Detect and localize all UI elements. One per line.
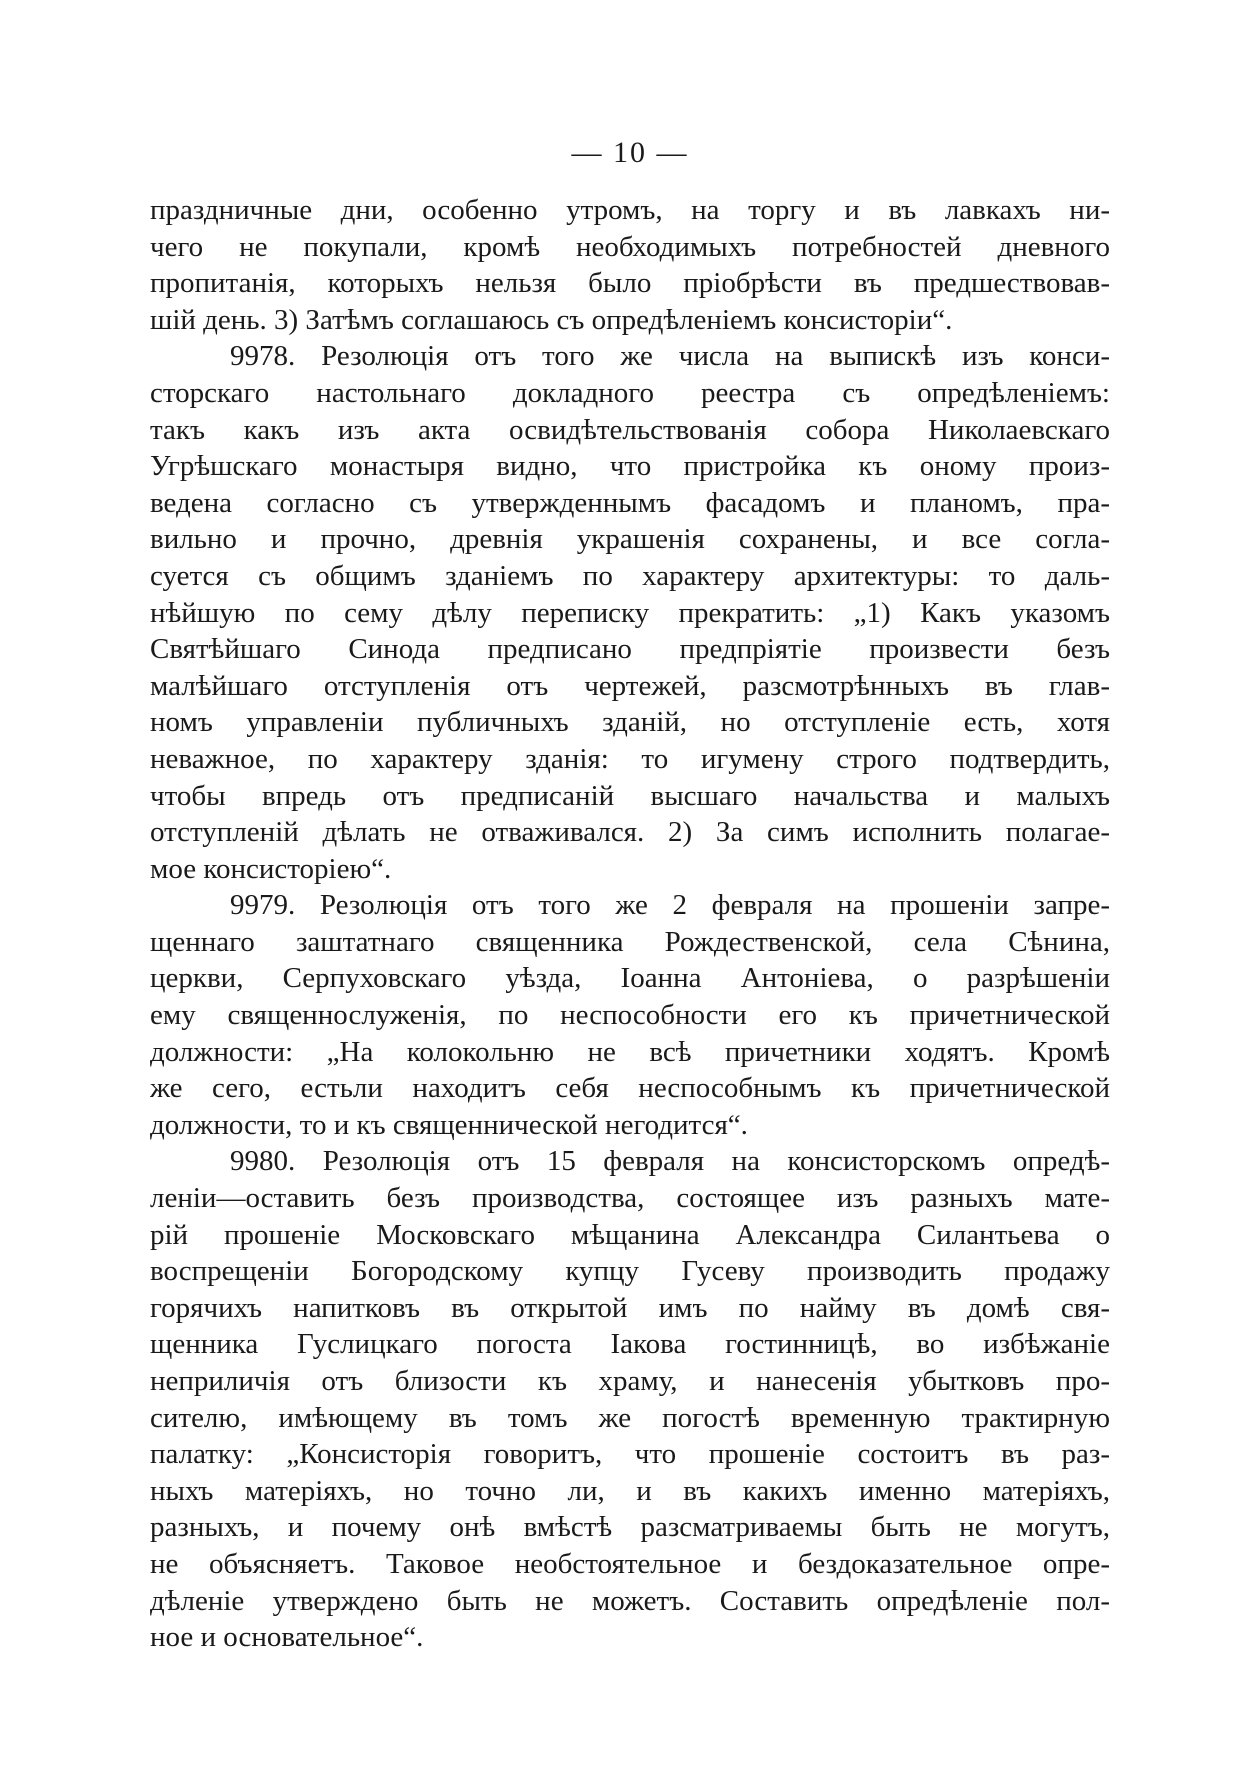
text-line: мое консисторіею“. — [150, 852, 392, 885]
text-line: малѣйшаго отступленія отъ чертежей, разсмотрѣнныхъ въ глав- — [150, 669, 1110, 702]
body-text — [150, 192, 1110, 1656]
text-line: сителю, имѣющему въ томъ же погостѣ временную трактирную — [150, 1401, 1110, 1434]
text-line: чтобы впредь отъ предписаній высшаго начальства и малыхъ — [150, 779, 1110, 812]
text-line: пропитанія, которыхъ нельзя было пріобрѣсти въ предшествовав- — [150, 267, 1110, 300]
text-line: Угрѣшскаго монастыря видно, что пристройка къ оному произ- — [150, 450, 1110, 483]
text-line: леніи—оставить безъ производства, состоящее изъ разныхъ мате- — [150, 1182, 1110, 1215]
text-line: вильно и прочно, древнія украшенія сохранены, и все согла- — [150, 523, 1110, 556]
text-line: 9979. Резолюція отъ того же 2 февраля на прошеніи запре- — [230, 889, 1110, 922]
text-line: шій день. 3) Затѣмъ соглашаюсь съ опредѣленіемъ консисторіи“. — [150, 303, 953, 336]
text-line: же сего, естьли находитъ себя неспособнымъ къ причетнической — [150, 1072, 1110, 1105]
text-line: номъ управленіи публичныхъ зданій, но отступленіе есть, хотя — [150, 706, 1110, 739]
text-line: суется съ общимъ зданіемъ по характеру архитектуры: то даль- — [150, 559, 1110, 592]
text-line: ныхъ матеріяхъ, но точно ли, и въ какихъ именно матеріяхъ, — [150, 1474, 1110, 1507]
text-line: отступленій дѣлать не отваживался. 2) За симъ исполнить полагае- — [150, 816, 1110, 849]
page-number: — 10 — — [571, 136, 689, 169]
text-line: такъ какъ изъ акта освидѣтельствованія собора Николаевскаго — [150, 413, 1110, 446]
text-line: дѣленіе утверждено быть не можетъ. Составить опредѣленіе пол- — [150, 1584, 1110, 1617]
text-line: горячихъ напитковъ въ открытой имъ по найму въ домѣ свя- — [150, 1291, 1110, 1324]
text-line: ему священнослуженія, по неспособности его къ причетнической — [150, 999, 1110, 1032]
document-page — [150, 0, 1110, 1786]
text-line: разныхъ, и почему онѣ вмѣстѣ разсматриваемы быть не могутъ, — [150, 1511, 1110, 1544]
text-line: сторскаго настольнаго докладного реестра съ опредѣленіемъ: — [150, 376, 1110, 409]
text-line: 9978. Резолюція отъ того же числа на выпискѣ изъ конси- — [230, 340, 1110, 373]
text-line: рій прошеніе Московскаго мѣщанина Александра Силантьева о — [150, 1218, 1110, 1251]
text-line: неприличія отъ близости къ храму, и нанесенія убытковъ про- — [150, 1365, 1110, 1397]
text-line: нѣйшую по сему дѣлу переписку прекратить: „1) Какъ указомъ — [150, 596, 1110, 629]
text-line: церкви, Серпуховскаго уѣзда, Іоанна Антоніева, о разрѣшеніи — [150, 962, 1110, 995]
text-line: неважное, по характеру зданія: то игумену строго подтвердить, — [150, 742, 1110, 775]
text-line: должности, то и къ священнической негодится“. — [150, 1108, 748, 1141]
text-line: чего не покупали, кромѣ необходимыхъ потребностей дневного — [150, 230, 1110, 263]
text-line: воспрещеніи Богородскому купцу Гусеву производить продажу — [150, 1255, 1110, 1288]
text-line: палатку: „Консисторія говоритъ, что прошеніе состоитъ въ раз- — [150, 1438, 1110, 1471]
text-line: ное и основательное“. — [150, 1621, 424, 1654]
text-line: праздничные дни, особенно утромъ, на торгу и въ лавкахъ ни- — [150, 194, 1110, 226]
text-line: щеннаго заштатнаго священника Рождественской, села Сѣнина, — [150, 925, 1110, 958]
text-line: щенника Гуслицкаго погоста Іакова гостинницѣ, во избѣжаніе — [150, 1328, 1110, 1361]
text-line: ведена согласно съ утвержденнымъ фасадомъ и планомъ, пра- — [150, 486, 1110, 519]
text-line: 9980. Резолюція отъ 15 февраля на консисторскомъ опредѣ- — [230, 1145, 1110, 1178]
text-line: должности: „На колокольню не всѣ причетники ходятъ. Кромѣ — [150, 1035, 1110, 1068]
text-line: Святѣйшаго Синода предписано предпріятіе произвести безъ — [150, 633, 1110, 666]
text-line: не объясняетъ. Таковое необстоятельное и бездоказательное опре- — [150, 1547, 1110, 1580]
